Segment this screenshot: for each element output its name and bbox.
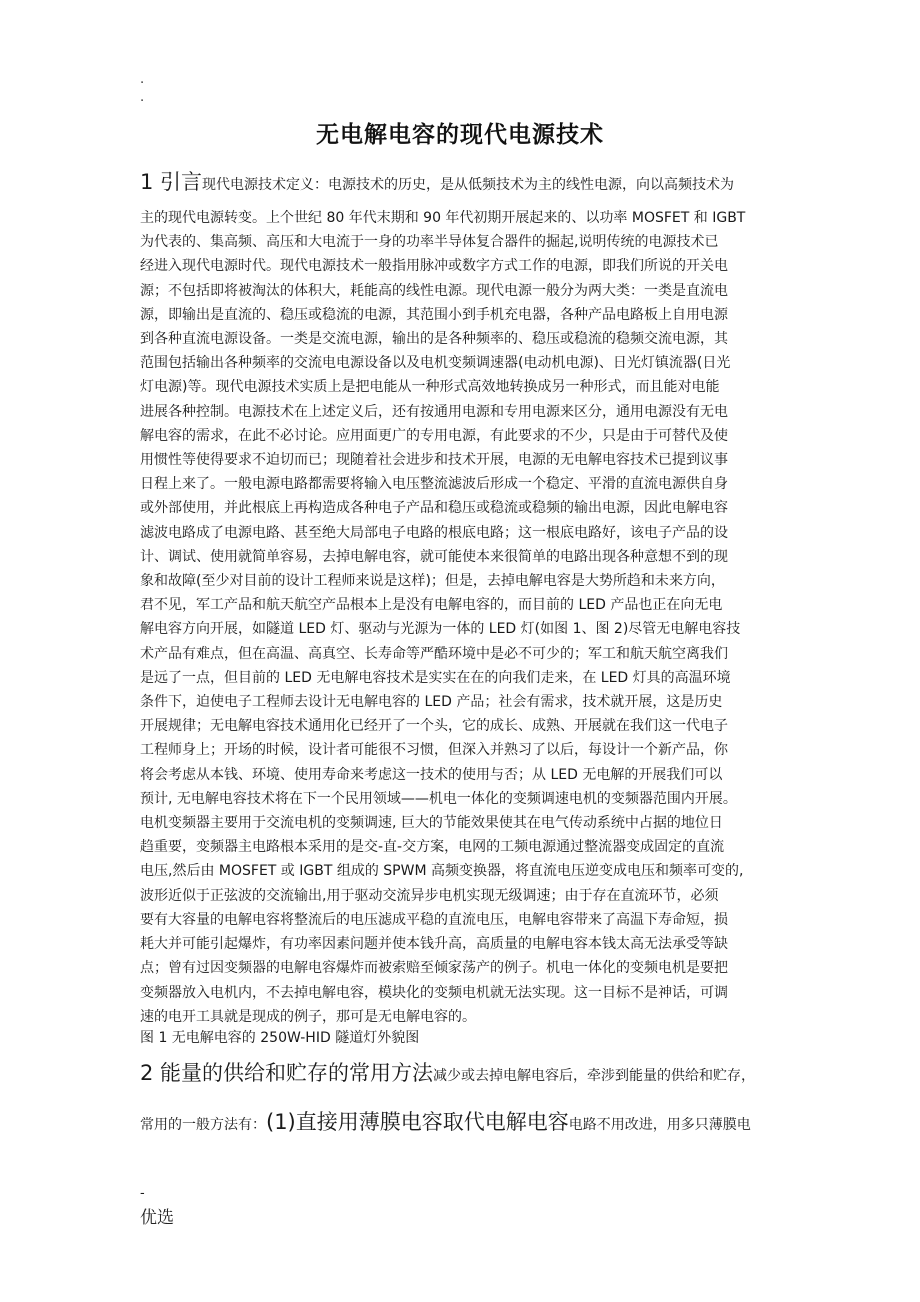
body-text-line: 条件下，迫使电子工程师去设计无电解电容的 LED 产品；社会有需求，技术就开展，这是历史 bbox=[140, 694, 723, 711]
body-text-line: 电机变频器主要用于交流电机的变频调速, 巨大的节能效果使其在电气传动系统中占据的地位日 bbox=[140, 815, 723, 832]
body-text-line: 经进入现代电源时代。现代电源技术一般指用脉冲或数字方式工作的电源，即我们所说的开关电 bbox=[140, 258, 728, 275]
section-1-heading: 1 引言 bbox=[140, 170, 203, 194]
body-text-line: 趋重要，变频器主电路根本采用的是交-直-交方案，电网的工频电源通过整流器变成固定的直流 bbox=[140, 839, 725, 856]
body-text-line: 君不见，军工产品和航天航空产品根本上是没有电解电容的，而目前的 LED 产品也正在向无电 bbox=[140, 597, 723, 614]
body-text-line: 解电容的需求，在此不必讨论。应用面更广的专用电源，有此要求的不少，只是由于可替代及使 bbox=[140, 427, 728, 444]
body-text-line: 灯电源)等。现代电源技术实质上是把电能从一种形式高效地转换成另一种形式，而且能对电能 bbox=[140, 379, 720, 396]
body-text-line: 是远了一点，但目前的 LED 无电解电容技术是实实在在的向我们走来，在 LED 灯具的高温环境 bbox=[140, 669, 731, 686]
body-text-line: 范围包括输出各种频率的交流电电源设备以及电机变频调速器(电动机电源)、日光灯镇流器(日光 bbox=[140, 355, 731, 372]
body-text-line: 波形近似于正弦波的交流输出,用于驱动交流异步电机实现无级调速；由于存在直流环节，必须 bbox=[140, 887, 719, 904]
body-text-line: 日程上来了。一般电源电路都需要将输入电压整流滤波后形成一个稳定、平滑的直流电源供自身 bbox=[140, 476, 728, 493]
body-text-line: 速的电开工具就是现成的例子，那可是无电解电容的。 bbox=[140, 1008, 476, 1025]
section-1-lead-text: 现代电源技术定义：电源技术的历史，是从低频技术为主的线性电源，向以高频技术为 bbox=[202, 177, 735, 193]
header-dot: . bbox=[140, 90, 145, 105]
section-1-first-line bbox=[140, 168, 790, 199]
section-2-item-1: (1)直接用薄膜电容取代电解电容 bbox=[266, 1110, 569, 1134]
body-text-line: 工程师身上；开场的时候，设计者可能很不习惯，但深入并熟习了以后，每设计一个新产品，你 bbox=[140, 742, 728, 759]
section-2-lead-text: 减少或去掉电解电容后，牵涉到能量的供给和贮存， bbox=[433, 1068, 756, 1084]
body-text-line: 变频器放入电机内，不去掉电解电容，模块化的变频电机就无法实现。这一目标不是神话，可调 bbox=[140, 984, 728, 1001]
body-text-line: 耗大并可能引起爆炸，有功率因素问题并使本钱升高，高质量的电解电容本钱太高无法承受等缺 bbox=[140, 936, 728, 953]
body-text-line: 术产品有难点，但在高温、高真空、长寿命等严酷环境中是必不可少的；军工和航天航空离我们 bbox=[140, 645, 728, 662]
footer-text: 优选 bbox=[140, 1208, 174, 1228]
body-text-line: 到各种直流电源设备。一类是交流电源，输出的是各种频率的、稳压或稳流的稳频交流电源，其 bbox=[140, 331, 728, 348]
body-text-line: 开展规律；无电解电容技术通用化已经开了一个头，它的成长、成熟、开展就在我们这一代电子 bbox=[140, 718, 728, 735]
body-text-line: 预计, 无电解电容技术将在下一个民用领域——机电一体化的变频调速电机的变频器范围内开展。 bbox=[140, 790, 737, 807]
body-text-line: 要有大容量的电解电容将整流后的电压滤成平稳的直流电压，电解电容带来了高温下寿命短，损 bbox=[140, 911, 728, 928]
section-2-line-suffix: 电路不用改进，用多只薄膜电 bbox=[568, 1117, 751, 1133]
body-text-line: 解电容方向开展，如隧道 LED 灯、驱动与光源为一体的 LED 灯(如图 1、图 2)尽管无电解电容技 bbox=[140, 621, 741, 638]
body-text-line: 源；不包括即将被淘汰的体积大，耗能高的线性电源。现代电源一般分为两大类：一类是直流电 bbox=[140, 282, 728, 299]
header-dot: . bbox=[140, 72, 145, 87]
body-text-line: 电压,然后由 MOSFET 或 IGBT 组成的 SPWM 高频变换器，将直流电压逆变成电压和频率可变的, bbox=[140, 863, 744, 880]
body-text-line: 进展各种控制。电源技术在上述定义后，还有按通用电源和专用电源来区分，通用电源没有无电 bbox=[140, 403, 728, 420]
section-2-first-line bbox=[140, 1059, 755, 1090]
body-text-line: 用惯性等使得要求不迫切而已；现随着社会进步和技术开展，电源的无电解电容技术已提到议事 bbox=[140, 452, 728, 469]
section-2-heading: 2 能量的供给和贮存的常用方法 bbox=[140, 1061, 434, 1085]
body-text-line: 主的现代电源转变。上个世纪 80 年代末期和 90 年代初期开展起来的、以功率 MOSFET 和 IGBT bbox=[140, 210, 746, 226]
body-text-line: 象和故障(至少对目前的设计工程师来说是这样)；但是，去掉电解电容是大势所趋和未来方向， bbox=[140, 573, 725, 590]
body-text-line: 计、调试、使用就简单容易，去掉电解电容，就可能使本来很简单的电路出现各种意想不到的现 bbox=[140, 548, 728, 565]
body-text-line: 将会考虑从本钱、环境、使用寿命来考虑这一技术的使用与否；从 LED 无电解的开展我们可以 bbox=[140, 766, 723, 783]
figure-caption: 图 1 无电解电容的 250W-HID 隧道灯外貌图 bbox=[140, 1030, 420, 1046]
body-text-line: 滤波电路成了电源电路、甚至绝大局部电子电路的根底电路；这一根底电路好，该电子产品的设 bbox=[140, 524, 728, 541]
section-1-body bbox=[140, 206, 800, 1029]
body-text-line: 为代表的、集高频、高压和大电流于一身的功率半导体复合器件的掘起,说明传统的电源技术已 bbox=[140, 234, 719, 251]
section-2-second-line bbox=[140, 1108, 751, 1139]
body-text-line: 点；曾有过因变频器的电解电容爆炸而被索赔至倾家荡产的例子。机电一体化的变频电机是要把 bbox=[140, 960, 728, 977]
body-text-line: 源，即输出是直流的、稳压或稳流的电源，其范围小到手机充电器，各种产品电路板上自用电源 bbox=[140, 306, 728, 323]
document-title: 无电解电容的现代电源技术 bbox=[316, 122, 604, 148]
section-2-line-prefix: 常用的一般方法有： bbox=[140, 1117, 266, 1133]
footer-dash: - bbox=[140, 1186, 145, 1201]
body-text-line: 或外部使用，并此根底上再构造成各种电子产品和稳压或稳流或稳频的输出电源，因此电解电容 bbox=[140, 500, 728, 517]
